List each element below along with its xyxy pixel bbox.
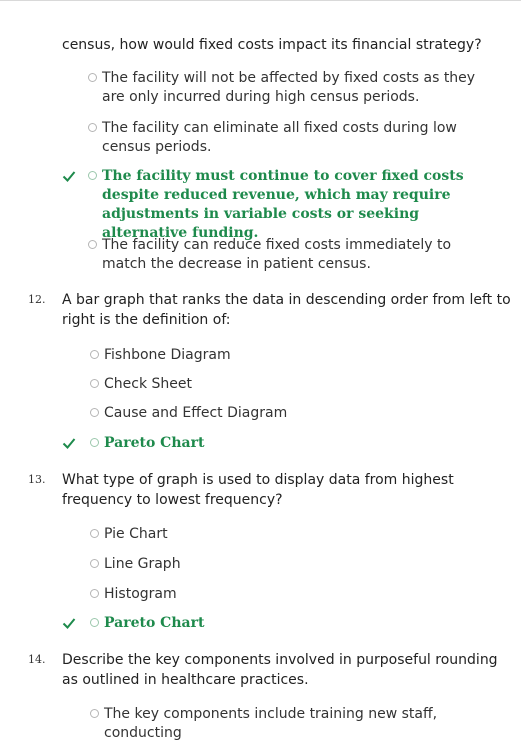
answer-option[interactable]	[88, 119, 488, 157]
answer-option-correct[interactable]	[90, 434, 390, 453]
answer-option[interactable]	[90, 555, 390, 574]
answer-option-correct[interactable]	[90, 614, 390, 633]
radio-circle-icon[interactable]	[90, 408, 99, 417]
radio-circle-icon[interactable]	[90, 529, 99, 538]
question-number: 14.	[28, 653, 46, 666]
option-label: The facility must continue to cover fixed costs despite reduced revenue, which may require adjustments in variable costs or seeking alternative funding.	[102, 168, 464, 241]
radio-circle-icon[interactable]	[90, 350, 99, 359]
answer-option[interactable]	[90, 585, 390, 604]
question-number: 12.	[28, 293, 46, 306]
answer-option[interactable]	[90, 404, 390, 423]
radio-circle-icon[interactable]	[88, 240, 97, 249]
answer-option-correct[interactable]	[88, 167, 508, 243]
answer-option[interactable]	[90, 705, 510, 743]
radio-circle-icon[interactable]	[90, 709, 99, 718]
check-icon	[62, 616, 76, 630]
question-stem: What type of graph is used to display data from highest frequency to lowest frequency?	[62, 472, 454, 508]
answer-option[interactable]	[90, 525, 390, 544]
question-number: 13.	[28, 473, 46, 486]
question-stem: Describe the key components involved in purposeful rounding as outlined in healthcare practices.	[62, 652, 498, 688]
radio-circle-icon[interactable]	[88, 171, 97, 180]
option-label: Pie Chart	[104, 526, 168, 542]
option-label: Cause and Effect Diagram	[104, 405, 288, 421]
option-label: The facility will not be affected by fixed costs as they are only incurred during high census periods.	[102, 70, 476, 105]
answer-option[interactable]	[88, 69, 498, 107]
answer-option[interactable]	[90, 375, 390, 394]
answer-option[interactable]	[90, 346, 390, 365]
check-icon	[62, 169, 76, 183]
option-label: Histogram	[104, 586, 177, 602]
option-label: Check Sheet	[104, 376, 192, 392]
question-stem-tail: census, how would fixed costs impact its financial strategy?	[62, 37, 482, 53]
option-label: Pareto Chart	[104, 615, 205, 631]
radio-circle-icon[interactable]	[88, 123, 97, 132]
radio-circle-icon[interactable]	[90, 618, 99, 627]
radio-circle-icon[interactable]	[90, 438, 99, 447]
option-label: The key components include training new staff, conducting	[104, 706, 438, 741]
option-label: The facility can eliminate all fixed costs during low census periods.	[102, 120, 457, 155]
top-divider	[0, 0, 521, 1]
option-label: Pareto Chart	[104, 435, 205, 451]
radio-circle-icon[interactable]	[90, 559, 99, 568]
option-label: Fishbone Diagram	[104, 347, 231, 363]
radio-circle-icon[interactable]	[90, 589, 99, 598]
radio-circle-icon[interactable]	[90, 379, 99, 388]
answer-option[interactable]	[88, 236, 488, 274]
check-icon	[62, 436, 76, 450]
option-label: The facility can reduce fixed costs immediately to match the decrease in patient census.	[102, 237, 452, 272]
option-label: Line Graph	[104, 556, 181, 572]
question-stem: A bar graph that ranks the data in descending order from left to right is the definition of:	[62, 292, 511, 328]
radio-circle-icon[interactable]	[88, 73, 97, 82]
